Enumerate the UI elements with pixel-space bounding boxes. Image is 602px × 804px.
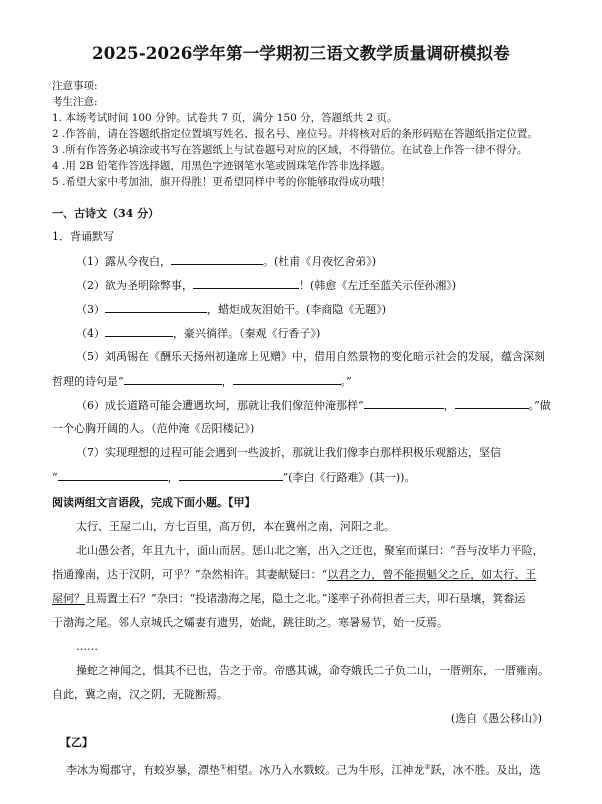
reading-jia-paragraph-2-line-1: 北山愚公者，年且九十，面山而居。惩山北之塞，出入之迂也，聚室而谋曰：“吾与汝毕力平险，	[76, 544, 544, 557]
footnote-marker: ①	[220, 763, 227, 771]
reading-yi-label: 【乙】	[60, 736, 93, 749]
question-1-6-line-1: （6）成长道路可能会遭遇坎坷，那就让我们像范仲淹那样“ ， 。”做	[76, 399, 551, 412]
answer-blank[interactable]	[193, 278, 299, 289]
question-1-7-line-1: （7）实现理想的过程可能会遇到一些波折，那就让我们像李白那样积极乐观豁达，坚信	[76, 446, 501, 459]
question-1-4: （4） ，豪兴徜徉。（秦观《行香子》)	[76, 327, 321, 340]
reading-jia-paragraph-3-line-2: 自此，冀之南，汉之阴，无陇断焉。	[52, 688, 228, 701]
notice-item-5: 5 .希望大家中考加油，旗开得胜！更希望同样中考的你能够取得成功哦！	[52, 176, 391, 188]
reading-jia-paragraph-1: 太行、王屋二山，方七百里，高万仞，本在冀州之南，河阳之北。	[76, 520, 395, 533]
answer-blank[interactable]	[364, 398, 444, 409]
answer-blank[interactable]	[179, 470, 283, 481]
notice-heading: 注意事项:	[52, 80, 98, 92]
question-1-5-line-1: （5）刘禹锡在《酬乐天扬州初逢席上见赠》中，借用自然景物的变化暗示社会的发展，蕴含深刻	[76, 350, 545, 363]
underlined-sentence: 以君之力，曾不能损魁父之丘，如太行、王	[327, 568, 537, 581]
reading-jia-paragraph-3-line-1: 操蛇之神闻之，惧其不已也，告之于帝。帝感其诚，命夸娥氏二子负二山，一厝朔东，一厝雍南。	[76, 664, 549, 677]
answer-blank[interactable]	[455, 398, 529, 409]
answer-blank[interactable]	[233, 374, 341, 385]
notice-item-4: 4 .用 2B 铅笔作答选择题，用黑色字迹钢笔水笔或圆珠笔作答非选择题。	[52, 160, 391, 172]
answer-blank[interactable]	[124, 374, 222, 385]
notice-subheading: 考生注意:	[52, 96, 98, 108]
notice-item-1: 1. 本场考试时间 100 分钟。试卷共 7 页，满分 150 分，答题纸共 2 页。	[52, 112, 398, 124]
answer-blank[interactable]	[105, 326, 173, 337]
question-1-2: （2）欲为圣明除弊事， ！(韩愈《左迁至蓝关示侄孙湘》)	[76, 279, 457, 292]
section-heading: 一、古诗文（34 分）	[52, 207, 160, 220]
reading-jia-paragraph-2-line-4: 于渤海之尾。邻人京城氏之孀妻有遗男，始龀，跳往助之。寒暑易节，始一反焉。	[52, 616, 448, 629]
answer-blank[interactable]	[58, 470, 168, 481]
question-1-1: （1）露从今夜白， 。(杜甫《月夜忆舍弟》)	[76, 255, 377, 268]
question-1-5-line-2: 哲理的诗句是“ ， 。”	[52, 375, 352, 388]
underlined-sentence: 屋何？	[52, 592, 85, 605]
reading-jia-paragraph-2-line-2: 指通豫南，达于汉阴，可乎？”杂然相许。其妻献疑曰：“以君之力，曾不能损魁父之丘，如太行、王	[52, 568, 537, 581]
notice-item-2: 2 .作答前，请在答题纸指定位置填写姓名、报名号、座位号。并将核对后的条形码贴在答题纸指定位置。	[52, 128, 538, 140]
answer-blank[interactable]	[105, 302, 207, 313]
notice-item-3: 3 .所有作答务必填涂或书写在答题纸上与试卷题号对应的区域，不得错位。在试卷上作答一律不得分。	[52, 144, 528, 156]
question-1-label: 1．背诵默写	[52, 230, 114, 243]
page-title: 2025-2026学年第一学期初三语文教学质量调研模拟卷	[92, 44, 510, 63]
reading-yi-paragraph-1: 李冰为蜀郡守，有蛟岁暴，漂垫①相望。冰乃入水戮蛟。己为牛形，江神龙②跃，冰不胜。及出，选	[66, 763, 541, 777]
reading-intro: 阅读两组文言语段，完成下面小题。【甲】	[52, 496, 256, 509]
source-citation: (选自《愚公移山》)	[450, 712, 542, 725]
question-1-7-line-2: “ ， ”(李白《行路难》(其一))。	[52, 471, 416, 484]
question-1-6-line-2: 一个心胸开阔的人。（范仲淹《岳阳楼记》)	[52, 422, 255, 435]
question-1-3: （3） ，蜡炬成灰泪始干。(李商隐《无题》)	[76, 303, 387, 316]
footnote-marker: ②	[424, 763, 431, 771]
ellipsis: ……	[76, 640, 98, 653]
reading-jia-paragraph-2-line-3: 屋何？且焉置土石？”杂曰：“投诸渤海之尾，隐土之北。”遂率子孙荷担者三夫，叩石垦壤，箕畚运	[52, 592, 526, 605]
answer-blank[interactable]	[171, 254, 263, 265]
